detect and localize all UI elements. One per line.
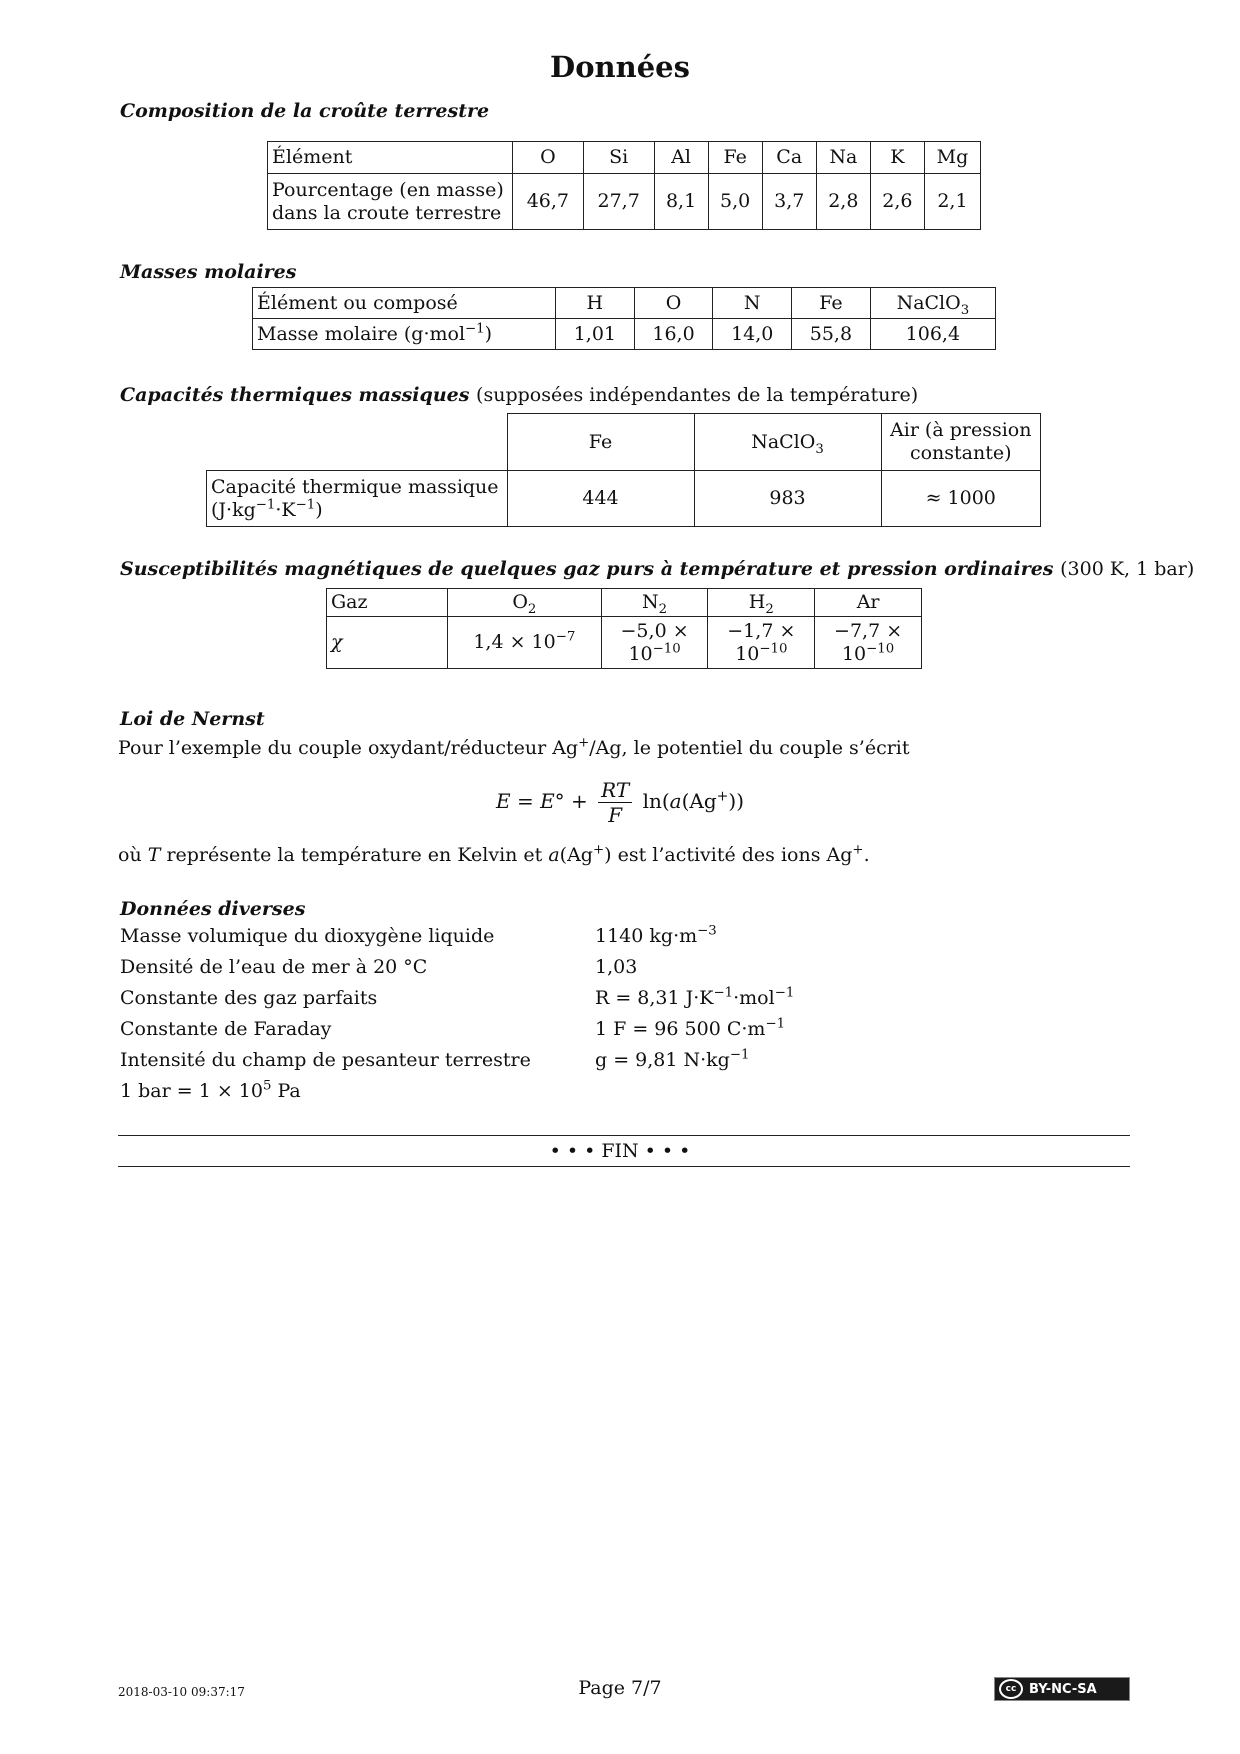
text-sup: +	[592, 842, 605, 858]
header-line: constante)	[909, 442, 1012, 464]
value-cell: 8,1	[654, 174, 708, 230]
misc-label: Constante des gaz parfaits	[120, 987, 378, 1009]
value-exponent: −10	[652, 641, 681, 657]
value-cell: 106,4	[870, 319, 995, 350]
column-header	[694, 414, 881, 471]
susceptibility-heading-block	[120, 558, 1194, 580]
row-label	[253, 319, 556, 350]
page-title: Données	[550, 50, 690, 84]
text-part: Pour l’exemple du couple oxydant/réducteur Ag	[118, 737, 579, 759]
table-header-cell: Élément ou composé	[253, 288, 556, 319]
value-cell: 444	[507, 471, 694, 527]
formula-sub: 3	[815, 441, 824, 457]
value-cell: ≈ 1000	[881, 471, 1041, 527]
value-cell: 2,1	[924, 174, 980, 230]
value-cell: 14,0	[713, 319, 792, 350]
text-sup: +	[852, 842, 864, 858]
misc-value	[595, 1018, 785, 1040]
value-sup: −1	[774, 985, 795, 1001]
row-label	[268, 174, 513, 230]
text-part: où	[118, 844, 148, 866]
text-sup: +	[578, 735, 590, 751]
value-exponent: −10	[759, 641, 788, 657]
element-cell: Fe	[708, 142, 762, 174]
capacity-heading: Capacités thermiques massiques	[120, 384, 470, 406]
molar-mass-table	[252, 287, 996, 350]
misc-value	[595, 956, 637, 978]
value-sup: −1	[765, 1016, 786, 1032]
misc-label: Constante de Faraday	[120, 1018, 332, 1040]
species-cell	[870, 288, 995, 319]
value-mantissa: −5,0 ×	[620, 619, 689, 642]
formula-base: H	[748, 591, 766, 614]
element-cell: K	[870, 142, 924, 174]
value-sup: −3	[697, 923, 717, 939]
text-part: Pa	[271, 1080, 301, 1102]
gas-cell	[448, 589, 602, 617]
misc-heading: Données diverses	[120, 898, 306, 920]
value-exponent: −10	[866, 641, 895, 657]
misc-value	[595, 987, 794, 1009]
nernst-heading: Loi de Nernst	[120, 708, 265, 730]
unit-sup: −1	[295, 497, 316, 513]
misc-row	[120, 956, 760, 978]
value-mantissa: 1,4 × 10	[473, 631, 556, 654]
gas-cell	[601, 589, 708, 617]
misc-row	[120, 925, 760, 947]
misc-label: Masse volumique du dioxygène liquide	[120, 925, 495, 947]
text-part: représente la température en Kelvin et	[160, 844, 549, 866]
value-part: 1,03	[595, 956, 638, 978]
text-part: (Ag	[559, 844, 593, 866]
row-label	[207, 471, 508, 527]
misc-value	[595, 1049, 749, 1071]
value-part: 1140 kg·m	[595, 925, 698, 947]
misc-label: Densité de l’eau de mer à 20 °C	[120, 956, 428, 978]
value-sup: −1	[713, 985, 734, 1001]
unit-part: (J·kg	[211, 498, 256, 521]
formula-sub: 3	[960, 302, 970, 318]
label-part: Masse molaire (g·mol	[257, 322, 466, 345]
column-header	[881, 414, 1041, 471]
text-part: .	[863, 844, 870, 866]
text-part: ) est l’activité des ions Ag	[604, 844, 853, 866]
table-row	[268, 174, 981, 230]
fraction-denominator: F	[608, 803, 623, 827]
value-exponent: −7	[555, 629, 576, 645]
value-part: ·mol	[733, 987, 775, 1009]
row-label-line: Pourcentage (en masse)	[272, 178, 504, 201]
capacity-heading-block	[120, 384, 918, 406]
composition-table	[267, 141, 981, 230]
row-label	[327, 617, 448, 669]
value-power: 10	[628, 642, 653, 665]
formula-base: Ar	[856, 591, 880, 614]
heat-capacity-table	[206, 413, 1041, 527]
capacity-heading-note: (supposées indépendantes de la température)	[476, 384, 919, 406]
misc-value	[595, 925, 717, 947]
element-cell: Al	[654, 142, 708, 174]
row-label-line: dans la croute terrestre	[272, 201, 502, 224]
unit-part: )	[315, 498, 323, 521]
element-cell: Ca	[762, 142, 816, 174]
table-row	[207, 471, 1041, 527]
element-cell: Na	[816, 142, 870, 174]
composition-heading: Composition de la croûte terrestre	[120, 100, 490, 122]
table-row	[253, 319, 996, 350]
value-cell: 1,01	[556, 319, 635, 350]
species-cell: O	[634, 288, 713, 319]
value-cell	[708, 617, 815, 669]
unit-part: ·K	[275, 498, 296, 521]
value-cell	[601, 617, 708, 669]
value-sup: −1	[729, 1047, 750, 1063]
table-row	[253, 288, 996, 319]
formula-part: (Ag	[681, 789, 717, 813]
formula-sub: 2	[765, 601, 774, 617]
label-part: )	[484, 322, 493, 345]
susceptibility-table	[326, 588, 922, 669]
table-header-cell: Gaz	[327, 589, 448, 617]
value-mantissa: −7,7 ×	[834, 619, 903, 642]
formula-sub: 2	[527, 601, 537, 617]
text-var: T	[147, 844, 161, 866]
divider	[118, 1135, 1130, 1136]
license-text: BY-NC-SA	[1029, 1681, 1097, 1697]
table-header-cell: Élément	[268, 142, 513, 174]
gas-cell	[815, 589, 922, 617]
formula-sup: +	[716, 788, 729, 805]
timestamp: 2018-03-10 09:37:17	[118, 1685, 245, 1699]
molar-heading: Masses molaires	[120, 261, 297, 283]
element-cell: Si	[583, 142, 654, 174]
table-row	[327, 617, 922, 669]
formula-part: ))	[728, 789, 744, 813]
formula-base: N	[642, 591, 659, 614]
gas-cell	[708, 589, 815, 617]
table-row	[268, 142, 981, 174]
formula-base: NaClO	[751, 430, 816, 453]
value-part: g = 9,81 N·kg	[595, 1049, 730, 1071]
susceptibility-heading-note: (300 K, 1 bar)	[1060, 558, 1195, 580]
susceptibility-heading: Susceptibilités magnétiques de quelques gaz purs à température et pression ordinaires	[120, 558, 1054, 580]
value-cell: 55,8	[792, 319, 871, 350]
formula-base: O	[512, 591, 528, 614]
empty-cell	[207, 414, 508, 471]
text-sup: 5	[262, 1078, 272, 1094]
value-cell	[448, 617, 602, 669]
species-cell: N	[713, 288, 792, 319]
column-header: Fe	[507, 414, 694, 471]
table-row	[207, 414, 1041, 471]
misc-row	[120, 1016, 786, 1040]
text-part: /Ag, le potentiel du couple s’écrit	[589, 737, 910, 759]
formula-sub: 2	[658, 601, 668, 617]
cc-icon: cc	[999, 1679, 1023, 1699]
divider	[118, 1166, 1130, 1167]
row-label-line: Capacité thermique massique	[211, 475, 499, 498]
value-cell: 3,7	[762, 174, 816, 230]
value-part: 1 F = 96 500 C·m	[595, 1018, 766, 1040]
value-cell	[815, 617, 922, 669]
species-cell: H	[556, 288, 635, 319]
value-cell: 2,8	[816, 174, 870, 230]
nernst-intro	[118, 737, 910, 759]
value-cell: 16,0	[634, 319, 713, 350]
formula-fraction	[598, 778, 632, 827]
value-cell: 5,0	[708, 174, 762, 230]
end-marker: • • • FIN • • •	[549, 1140, 691, 1162]
formula-lhs: E = E° +	[496, 789, 588, 813]
license-badge	[994, 1677, 1130, 1701]
misc-row	[120, 985, 795, 1009]
page-number: Page 7/7	[578, 1677, 662, 1699]
unit-sup: −1	[255, 497, 276, 513]
value-power: 10	[841, 642, 867, 665]
value-cell: 27,7	[583, 174, 654, 230]
formula-base: NaClO	[896, 291, 961, 314]
formula-part: a	[669, 789, 682, 813]
misc-label: Intensité du champ de pesanteur terrestre	[120, 1049, 531, 1071]
nernst-explanation	[118, 844, 870, 866]
value-part: R = 8,31 J·K	[595, 987, 714, 1009]
value-cell: 983	[694, 471, 881, 527]
value-cell: 2,6	[870, 174, 924, 230]
value-mantissa: −1,7 ×	[727, 619, 796, 642]
chi-symbol: χ	[331, 631, 343, 654]
nernst-formula	[0, 778, 1240, 827]
misc-row	[120, 1049, 760, 1071]
value-cell: 46,7	[513, 174, 584, 230]
formula-part: ln(	[642, 789, 670, 813]
element-cell: Mg	[924, 142, 980, 174]
label-sup: −1	[465, 321, 485, 337]
value-power: 10	[735, 642, 760, 665]
element-cell: O	[513, 142, 584, 174]
text-var: a	[548, 844, 560, 866]
text-part: 1 bar = 1 × 10	[120, 1080, 263, 1102]
bar-definition	[120, 1080, 760, 1102]
table-row	[327, 589, 922, 617]
fraction-numerator: RT	[598, 778, 632, 803]
header-line: Air (à pression	[890, 419, 1032, 442]
species-cell: Fe	[792, 288, 871, 319]
